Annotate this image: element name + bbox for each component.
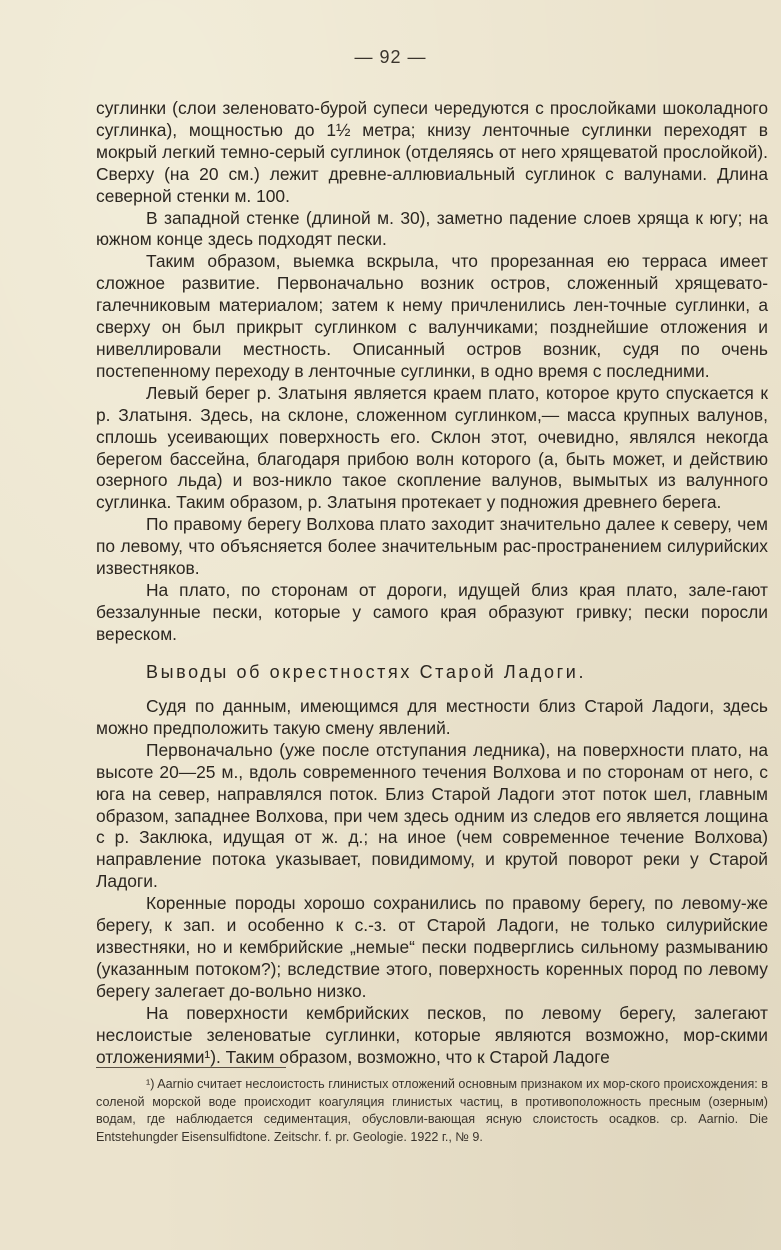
paragraph: В западной стенке (длиной м. 30), заметно падение слоев хряща к югу; на южном конце здесь подходят пески. bbox=[96, 207, 768, 250]
paragraph: Левый берег р. Златыня является краем плато, которое круто спускается к р. Златыня. Здесь, на склоне, сложенном суглинком,— масса крупных валунов, сплошь усеивающих поверхность его. Склон этот, очевидно, являлся некогда берегом бассейна, благодаря прибою волн которого (а, быть может, и действию озерного льда) и воз-никло такое скопление валунов, вымытых из валунного суглинка. Таким образом, р. Златыня протекает у подножия древнего берега. bbox=[96, 382, 768, 513]
body-text-bottom bbox=[96, 696, 768, 1068]
footnote-text: ¹) Aarnio считает неслоистость глинистых отложений основным признаком их мор-ского происхождения: в соленой морской воде происходит коагуляция глинистых частиц, в противоположность пресным (озерным) водам, где наблюдается седиментация, обусловли-вающая ясную слоистость осадков. ср. Aarnio. Die Entstehungder Eisensulfidtone. Zeitschr. f. pr. Geologie. 1922 г., № 9. bbox=[96, 1077, 768, 1144]
paragraph: На поверхности кембрийских песков, по левому берегу, залегают неслоистые зеленоватые суглинки, которые являются возможно, мор-скими отложениями¹). Таким образом, возможно, что к Старой Ладоге bbox=[96, 1002, 768, 1067]
paragraph: На плато, по сторонам от дороги, идущей близ края плато, зале-гают беззалунные пески, которые у самого края образуют гривку; пески поросли вереском. bbox=[96, 579, 768, 644]
footnote bbox=[96, 1076, 768, 1146]
paragraph: По правому берегу Волхова плато заходит значительно далее к северу, чем по левому, что объясняется более значительным рас-пространением силурийских известняков. bbox=[96, 514, 768, 579]
body-text-top bbox=[96, 98, 768, 646]
paragraph: Коренные породы хорошо сохранились по правому берегу, по левому-же берегу, к зап. и особенно к с.-з. от Старой Ладоги, не только силурийские известняки, но и кембрийские „немые“ пески подверглись сильному размыванию (указанным потоком?); вследствие этого, поверхность коренных пород по левому берегу залегает до-вольно низко. bbox=[96, 893, 768, 1001]
page-number: — 92 — bbox=[354, 47, 427, 67]
paragraph: суглинки (слои зеленовато-бурой супеси чередуются с прослойками шоколадного суглинка), мощностью до 1½ метра; книзу ленточные суглинки переходят в мокрый легкий темно-серый суглинок (отделяясь от него хрящеватой прослойкой). Сверху (на 20 см.) лежит древне-аллювиальный суглинок с валунами. Длина северной стенки м. 100. bbox=[96, 98, 768, 206]
paragraph: Таким образом, выемка вскрыла, что прорезанная ею терраса имеет сложное развитие. Первоначально возник остров, сложенный хрящевато-галечниковым материалом; затем к нему причленились лен-точные суглинки, а сверху он был прикрыт суглинком с валунчиками; позднейшие отложения и нивеллировали местность. Описанный остров возник, судя по очень постепенному переходу в ленточные суглинки, в одно время с последними. bbox=[96, 251, 768, 381]
paragraph: Судя по данным, имеющимся для местности близ Старой Ладоги, здесь можно предположить такую смену явлений. bbox=[96, 696, 768, 738]
paragraph: Первоначально (уже после отступания ледника), на поверхности плато, на высоте 20—25 м., вдоль современного течения Волхова и по сторонам от него, с юга на север, направлялся поток. Близ Старой Ладоги этот поток шел, главным образом, западнее Волхова, при чем здесь одним из следов его является лощина с р. Заклюка, идущая от ж. д.; на иное (чем современное течение Волхова) направление потока указывает, повидимому, и крутой поворот реки у Старой Ладоги. bbox=[96, 739, 768, 892]
section-heading: Выводы об окрестностях Старой Ладоги. bbox=[146, 662, 587, 682]
footnote-divider bbox=[96, 1067, 286, 1068]
